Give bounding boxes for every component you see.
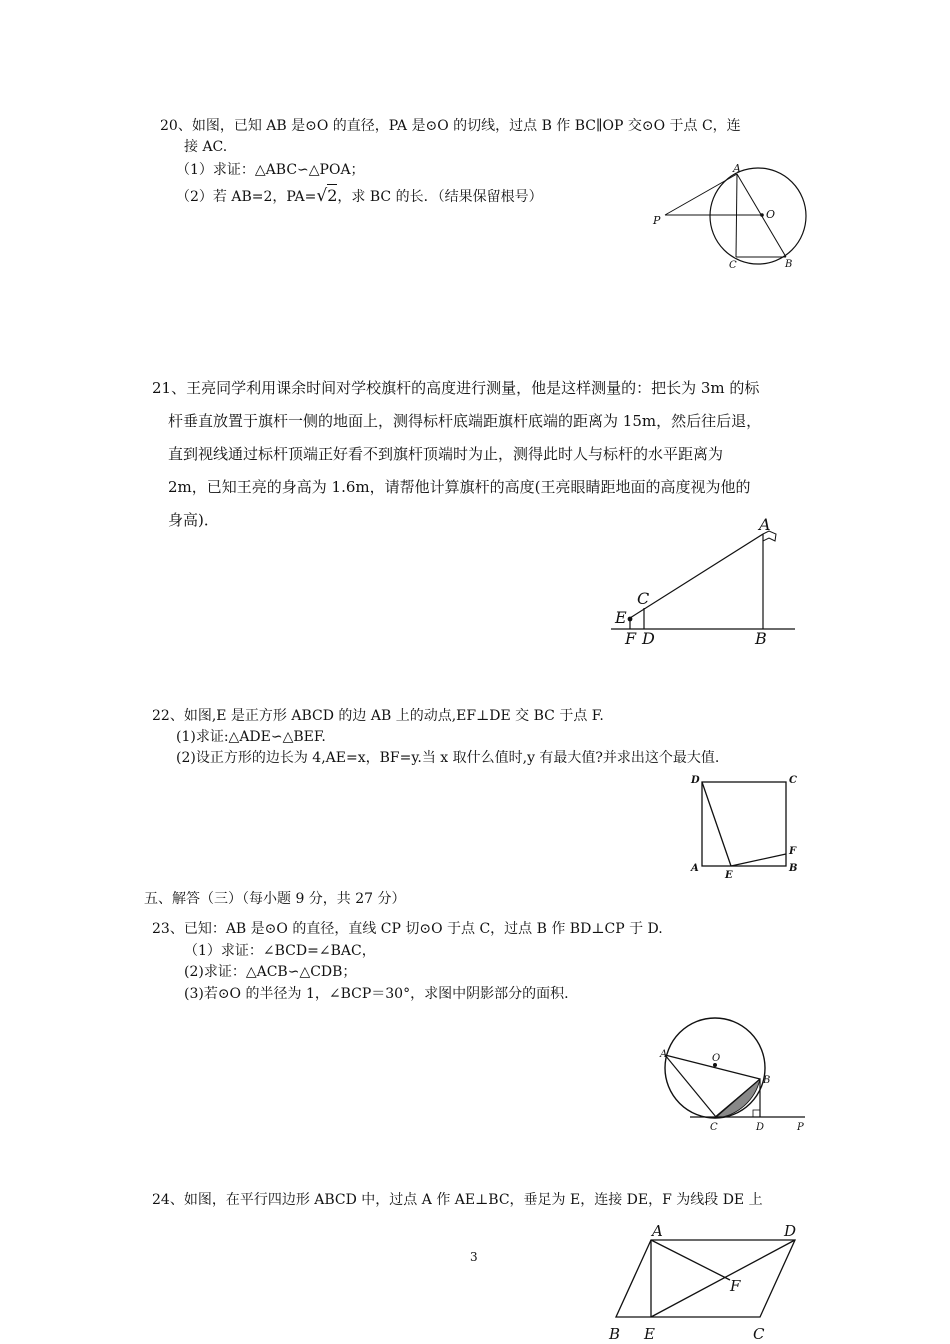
q24-label-D: D bbox=[784, 1222, 797, 1240]
q21-label-E: E bbox=[615, 608, 627, 627]
q20-part2-pre: （2）若 AB=2，PA= bbox=[176, 189, 317, 205]
q22-label-C: C bbox=[789, 775, 797, 786]
q20-label-C: C bbox=[729, 260, 737, 271]
q24-line1: 24、如图，在平行四边形 ABCD 中，过点 A 作 AE⊥BC，垂足为 E，连接 DE，F 为线段 DE 上 bbox=[152, 1192, 763, 1208]
q23-line1: 23、已知：AB 是⊙O 的直径，直线 CP 切⊙O 于点 C，过点 B 作 BD⊥CP 于 D. bbox=[152, 921, 663, 937]
q21-line5: 身高)． bbox=[168, 511, 219, 529]
q23-label-B: B bbox=[763, 1075, 771, 1086]
q20-line2: 接 AC. bbox=[184, 139, 228, 155]
q22-label-B: B bbox=[789, 863, 798, 874]
q20-line1: 20、如图，已知 AB 是⊙O 的直径，PA 是⊙O 的切线，过点 B 作 BC∥OP 交⊙O 于点 C，连 bbox=[160, 118, 741, 134]
q24-label-F: F bbox=[730, 1277, 741, 1295]
q20-label-P: P bbox=[653, 214, 661, 227]
q20-part1: （1）求证：△ABC∽△POA； bbox=[176, 162, 365, 178]
q20-part2 bbox=[176, 186, 543, 207]
section5-heading: 五、解答（三）（每小题 9 分，共 27 分） bbox=[144, 891, 406, 907]
q20-label-A: A bbox=[733, 162, 741, 175]
q24-label-C: C bbox=[753, 1325, 765, 1343]
q22-label-D: D bbox=[691, 775, 700, 786]
q24-label-A: A bbox=[652, 1222, 663, 1240]
q21-label-A: A bbox=[759, 515, 771, 534]
sqrt-symbol: √ bbox=[316, 186, 328, 206]
q22-part1: (1)求证:△ADE∽△BEF. bbox=[176, 729, 326, 745]
q23-label-O: O bbox=[712, 1053, 721, 1064]
q21-label-F: F bbox=[625, 629, 637, 648]
q23-label-A: A bbox=[660, 1049, 668, 1060]
q22-label-A: A bbox=[691, 863, 699, 874]
q20-part2-post: ，求 BC 的长．（结果保留根号） bbox=[337, 189, 543, 205]
q22-figure bbox=[685, 770, 810, 880]
q21-figure bbox=[605, 510, 805, 650]
sqrt-radicand: 2 bbox=[327, 186, 338, 205]
q22-label-E: E bbox=[725, 870, 733, 881]
q23-part3: (3)若⊙O 的半径为 1，∠BCP＝30°，求图中阴影部分的面积. bbox=[184, 986, 569, 1002]
q23-label-D: D bbox=[756, 1122, 765, 1133]
q23-part1: （1）求证：∠BCD=∠BAC， bbox=[184, 943, 376, 959]
q20-label-O: O bbox=[766, 208, 776, 221]
q23-label-C: C bbox=[710, 1122, 718, 1133]
q23-figure bbox=[650, 1010, 815, 1135]
q21-line2: 杆垂直放置于旗杆一侧的地面上，测得标杆底端距旗杆底端的距离为 15m，然后往后退， bbox=[168, 412, 762, 430]
q23-label-P: P bbox=[797, 1122, 804, 1133]
q21-label-C: C bbox=[637, 589, 650, 608]
q24-figure bbox=[600, 1220, 815, 1344]
q20-figure bbox=[640, 160, 820, 275]
q21-line1: 21、王亮同学利用课余时间对学校旗杆的高度进行测量，他是这样测量的：把长为 3m 的标 bbox=[152, 379, 760, 397]
q24-label-B: B bbox=[609, 1325, 621, 1343]
q21-label-B: B bbox=[755, 629, 767, 648]
q21-label-D: D bbox=[642, 629, 655, 648]
q24-label-E: E bbox=[644, 1325, 655, 1343]
q21-line4: 2m，已知王亮的身高为 1.6m，请帮他计算旗杆的高度(王亮眼睛距地面的高度视为他的 bbox=[168, 478, 751, 496]
page-number: 3 bbox=[470, 1250, 478, 1264]
q22-line1: 22、如图,E 是正方形 ABCD 的边 AB 上的动点,EF⊥DE 交 BC 于点 F. bbox=[152, 708, 604, 724]
q22-label-F: F bbox=[789, 846, 797, 857]
q20-label-B: B bbox=[785, 259, 793, 270]
q23-part2: (2)求证：△ACB∽△CDB； bbox=[184, 964, 357, 980]
q21-line3: 直到视线通过标杆顶端正好看不到旗杆顶端时为止，测得此时人与标杆的水平距离为 bbox=[168, 445, 724, 463]
q22-part2: (2)设正方形的边长为 4,AE=x，BF=y.当 x 取什么值时,y 有最大值?并求出这个最大值. bbox=[176, 750, 720, 766]
